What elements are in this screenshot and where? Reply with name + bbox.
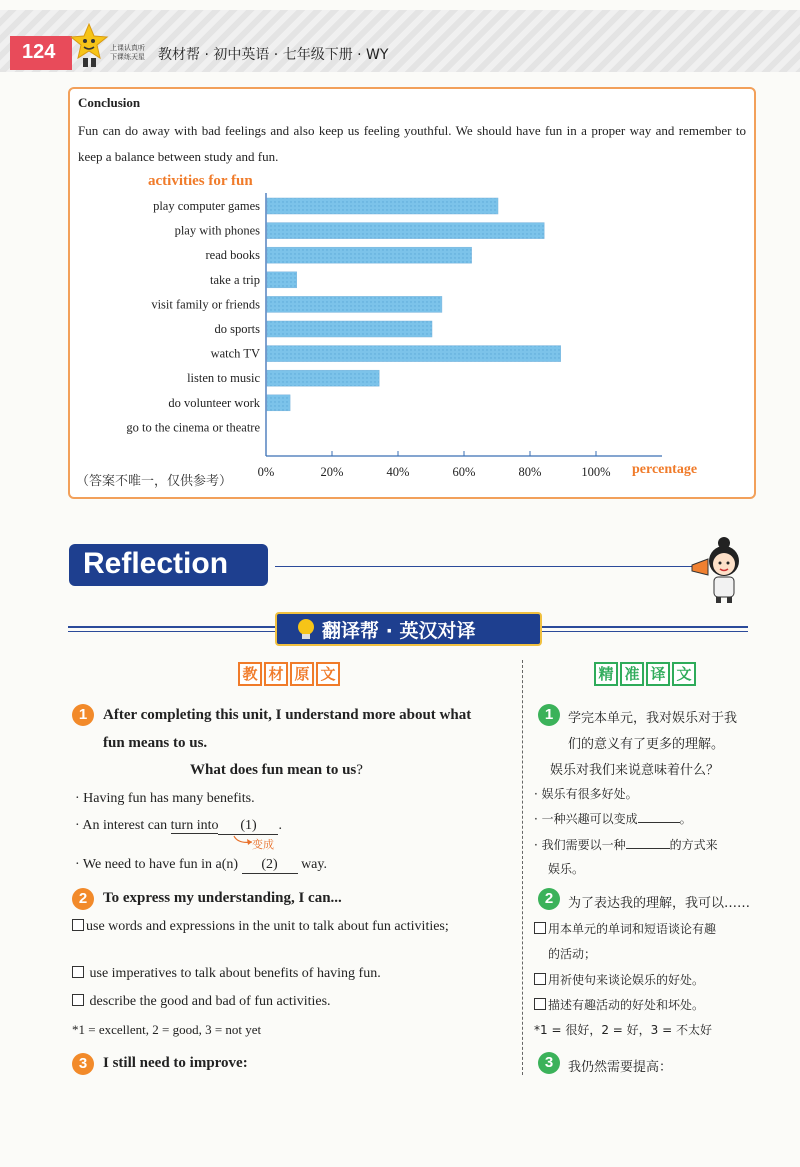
left-bullet-1: · Having fun has many benefits.: [75, 791, 255, 806]
reflection-label: Reflection: [69, 544, 268, 586]
blank-1[interactable]: (1): [218, 818, 278, 835]
chart-bar: [267, 395, 290, 411]
cn-check-1-line1: 用本单元的单词和短语谈论有趣: [548, 922, 717, 936]
star-mascot-icon: [70, 22, 108, 68]
original-text-tag: [238, 662, 340, 686]
chart-bar: [267, 346, 561, 362]
right-s1-line2: 们的意义有了更多的理解。: [568, 737, 725, 752]
chart-title: activities for fun: [148, 173, 253, 189]
check-3-text: describe the good and bad of fun activities.: [89, 994, 331, 1009]
chart-x-tick-label: 80%: [518, 465, 542, 479]
translation-text-tag: [594, 662, 696, 686]
curved-arrow-icon: [232, 834, 254, 846]
chart-x-tick-label: 100%: [581, 465, 611, 479]
page-number: 124: [22, 41, 56, 63]
column-divider: [522, 660, 523, 1075]
left-s3-title: I still need to improve:: [103, 1055, 248, 1071]
phrase-turn-into: turn into: [170, 818, 219, 833]
girl-with-megaphone-icon: [690, 535, 748, 603]
left-s1-line2: fun means to us.: [103, 735, 208, 751]
chart-bar: [267, 247, 472, 263]
cn-check-3-text: 描述有趣活动的好处和坏处。: [548, 998, 705, 1012]
left-check-3: [72, 994, 331, 1010]
lightbulb-icon: [296, 618, 316, 640]
chart-bar: [267, 272, 297, 288]
chart-bar: [267, 321, 432, 337]
right-bullet-3: [534, 836, 718, 853]
right-s3-title: 我仍然需要提高：: [568, 1060, 673, 1075]
tag-char: 准: [620, 662, 644, 686]
blank-2[interactable]: (2): [242, 857, 298, 874]
check-1-text: use words and expressions in the unit to talk about fun activities;: [86, 919, 449, 934]
chart-category-label: listen to music: [187, 371, 260, 386]
right-check-1-line2: 的活动；: [548, 947, 597, 961]
chart-category-label: play computer games: [153, 199, 260, 213]
chart-bar: [267, 198, 498, 214]
chart-x-tick-label: 20%: [320, 465, 344, 479]
annotation-note: 变成: [252, 838, 274, 851]
answer-note: （答案不唯一，仅供参考）: [76, 474, 233, 489]
section-2-number: 2: [72, 888, 94, 910]
right-rating: *1 = 很好，2 = 好，3 = 不太好: [534, 1023, 712, 1037]
right-check-2: [534, 971, 704, 988]
chart-bar: [267, 223, 544, 239]
chart-x-tick-label: 40%: [386, 465, 410, 479]
cn-bullet-3-prefix: · 我们需要以一种: [534, 838, 626, 852]
chart-category-label: watch TV: [210, 346, 260, 361]
translation-banner-text: 翻译帮 · 英汉对译: [322, 620, 476, 642]
cn-bullet-3-suffix: 的方式来: [669, 838, 718, 852]
cn-check-2-text: 用祈使句来谈论娱乐的好处。: [548, 973, 705, 987]
chart-category-label: visit family or friends: [151, 297, 260, 312]
chart-category-label: play with phones: [174, 223, 260, 238]
chart-category-label: read books: [205, 248, 260, 263]
slogan-line-2: 下课练天星: [110, 53, 145, 61]
question-mark: ?: [356, 762, 363, 778]
chart-x-tick-label: 0%: [257, 465, 275, 479]
check-2-text: use imperatives to talk about benefits of having fun.: [89, 966, 381, 981]
tag-char: 原: [290, 662, 314, 686]
chart-category-label: go to the cinema or theatre: [126, 420, 260, 435]
section-1-number-cn: 1: [538, 704, 560, 726]
bullet-3-suffix: way.: [297, 857, 327, 872]
question-text: What does fun mean to us: [190, 762, 357, 778]
checkbox[interactable]: [72, 919, 84, 931]
right-bullet-1: · 娱乐有很多好处。: [534, 787, 638, 801]
header-band: [0, 10, 800, 72]
right-s1-question: 娱乐对我们来说意味着什么？: [550, 763, 720, 778]
chart-category-label: take a trip: [210, 272, 260, 287]
chart-x-label: percentage: [632, 462, 698, 477]
cn-blank-1[interactable]: [638, 822, 680, 823]
checkbox[interactable]: [72, 966, 84, 978]
cn-bullet-2-suffix: 。: [679, 812, 692, 826]
checkbox[interactable]: [534, 998, 546, 1010]
tag-char: 材: [264, 662, 288, 686]
tag-char: 精: [594, 662, 618, 686]
left-check-2: [72, 966, 381, 982]
chart-category-label: do volunteer work: [168, 395, 260, 410]
bullet-3-prefix: · We need to have fun in a(n): [75, 857, 242, 872]
checkbox[interactable]: [534, 973, 546, 985]
section-3-number-cn: 3: [538, 1052, 560, 1074]
slogan-line-1: 上课认真听: [110, 44, 145, 52]
conclusion-title: Conclusion: [78, 95, 141, 110]
chart-bar: [267, 370, 379, 386]
right-check-1: [534, 920, 716, 937]
right-bullet-2: [534, 810, 692, 827]
right-s2-title: 为了表达我的理解，我可以……: [568, 896, 751, 911]
checkbox[interactable]: [534, 922, 546, 934]
section-1-number: 1: [72, 704, 94, 726]
section-2-number-cn: 2: [538, 888, 560, 910]
left-s1-line1: After completing this unit, I understand more about what: [103, 707, 472, 723]
conclusion-text: Fun can do away with bad feelings and also keep us feeling youthful. We should have fun in a proper way and remember to keep a balance between study and fun.: [78, 123, 746, 164]
tag-char: 译: [646, 662, 670, 686]
left-s2-title: To express my understanding, I can...: [103, 890, 342, 906]
bullet-2-prefix: · An interest can: [75, 818, 171, 833]
right-check-3: [534, 996, 704, 1013]
checkbox[interactable]: [72, 994, 84, 1006]
left-s1-question: [190, 762, 363, 779]
chart-x-tick-label: 60%: [452, 465, 476, 479]
left-bullet-3: [75, 857, 327, 874]
left-rating: *1 = excellent, 2 = good, 3 = not yet: [72, 1022, 262, 1037]
left-bullet-2: [75, 818, 282, 835]
chart-category-label: do sports: [214, 322, 260, 336]
book-title: 教材帮 · 初中英语 · 七年级下册 · WY: [158, 47, 389, 63]
slogan: [110, 44, 145, 62]
left-check-1: [72, 919, 449, 935]
activities-bar-chart: [70, 165, 750, 479]
chart-bar: [267, 296, 442, 312]
tag-char: 文: [672, 662, 696, 686]
cn-blank-2[interactable]: [626, 848, 670, 849]
page-header: [0, 0, 800, 72]
tag-char: 文: [316, 662, 340, 686]
cn-bullet-2-prefix: · 一种兴趣可以变成: [534, 812, 638, 826]
section-3-number: 3: [72, 1053, 94, 1075]
right-bullet-3-line2: 娱乐。: [548, 862, 585, 876]
right-s1-line1: 学完本单元，我对娱乐对于我: [568, 711, 738, 726]
reflection-divider: [275, 566, 695, 567]
bullet-2-suffix: .: [278, 818, 282, 833]
tag-char: 教: [238, 662, 262, 686]
